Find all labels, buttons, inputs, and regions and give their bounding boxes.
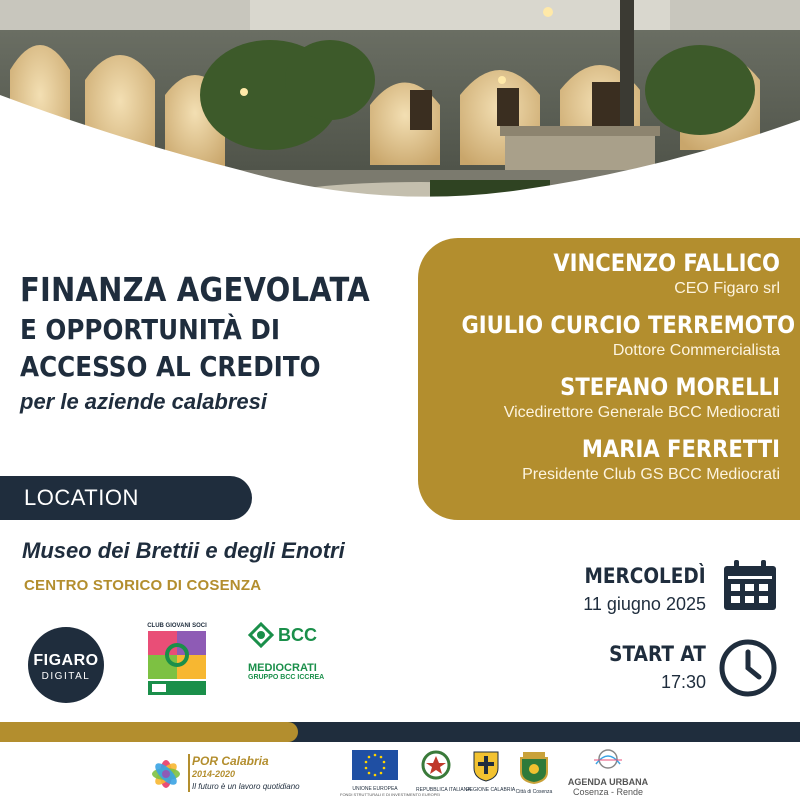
agenda-urbana-icon — [588, 748, 628, 770]
speaker-role: Presidente Club GS BCC Mediocrati — [522, 466, 780, 483]
speakers-panel — [418, 238, 800, 520]
eu-caption: UNIONE EUROPEA — [352, 786, 398, 792]
agenda-title: AGENDA URBANA — [567, 777, 649, 787]
bcc-mark-icon — [248, 622, 274, 648]
date-block — [568, 564, 706, 615]
italy-emblem-icon — [421, 750, 451, 782]
speaker-name: MARIA FERRETTI — [581, 435, 780, 463]
regione-caption: REGIONE CALABRIA — [466, 787, 516, 793]
por-title: POR Calabria — [192, 754, 269, 768]
por-divider — [188, 754, 190, 792]
footer-bar-gold — [0, 722, 298, 742]
venue-area: CENTRO STORICO DI COSENZA — [24, 577, 262, 594]
por-calabria-logo — [146, 752, 336, 796]
club-logo-mark — [146, 629, 208, 697]
sponsor-footer — [0, 746, 800, 800]
agenda-subtitle: Cosenza - Rende — [572, 787, 644, 797]
location-label: LOCATION — [0, 476, 252, 520]
event-title-block — [20, 270, 410, 415]
event-day: MERCOLEDÌ — [584, 564, 706, 588]
eu-logo — [340, 750, 441, 798]
bcc-mediocrati-text: MEDIOCRATI — [248, 662, 317, 674]
event-title-line-1: FINANZA AGEVOLATA — [20, 270, 370, 309]
cloister-photo — [0, 0, 800, 230]
por-flower-icon — [146, 754, 186, 794]
por-years: 2014-2020 — [192, 769, 236, 779]
eu-subcaption: FONDI STRUTTURALI E DI INVESTIMENTO EUROPEI — [340, 792, 441, 797]
speaker-name: STEFANO MORELLI — [560, 373, 780, 401]
venue-name: Museo dei Brettii e degli Enotri — [22, 538, 345, 563]
speaker-role: Vicedirettore Generale BCC Mediocrati — [503, 404, 780, 421]
citta-caption: Città di Cosenza — [515, 789, 553, 795]
calabria-shield-icon — [472, 750, 500, 782]
agenda-urbana-logo — [562, 748, 654, 798]
speaker-name: GIULIO CURCIO TERREMOTO — [461, 311, 796, 339]
cosenza-crest-icon — [517, 750, 551, 784]
clock-icon — [718, 638, 778, 698]
figaro-logo-text: FIGARO — [33, 652, 99, 669]
event-date: 11 giugno 2025 — [583, 594, 706, 614]
club-giovani-soci-logo — [146, 623, 208, 699]
event-title-line-3: ACCESSO AL CREDITO — [20, 350, 321, 383]
por-tagline: Il futuro è un lavoro quotidiano — [192, 782, 300, 791]
speaker-role: CEO Figaro srl — [674, 280, 780, 297]
club-logo-caption: CLUB GIOVANI SOCI — [147, 623, 207, 629]
start-time: 17:30 — [660, 672, 706, 692]
bcc-mediocrati-logo — [248, 622, 328, 696]
bcc-group-text: GRUPPO BCC ICCREA — [248, 674, 325, 681]
figaro-digital-logo — [28, 627, 104, 703]
regione-calabria-emblem — [466, 750, 516, 798]
event-title-line-2: E OPPORTUNITÀ DI — [20, 313, 281, 346]
speaker-name: VINCENZO FALLICO — [553, 249, 780, 277]
figaro-logo-subtext: DIGITAL — [41, 671, 91, 682]
repubblica-italiana-emblem — [416, 750, 471, 798]
eu-flag-icon — [352, 750, 398, 780]
bcc-logo-text: BCC — [278, 624, 317, 645]
time-block — [596, 642, 706, 693]
repubblica-caption: REPUBBLICA ITALIANA — [416, 787, 471, 793]
speaker-role: Dottore Commercialista — [612, 342, 780, 359]
citta-cosenza-emblem — [514, 750, 554, 798]
calendar-icon — [722, 560, 778, 612]
start-at-label: START AT — [609, 642, 706, 666]
event-subtitle: per le aziende calabresi — [20, 389, 268, 414]
